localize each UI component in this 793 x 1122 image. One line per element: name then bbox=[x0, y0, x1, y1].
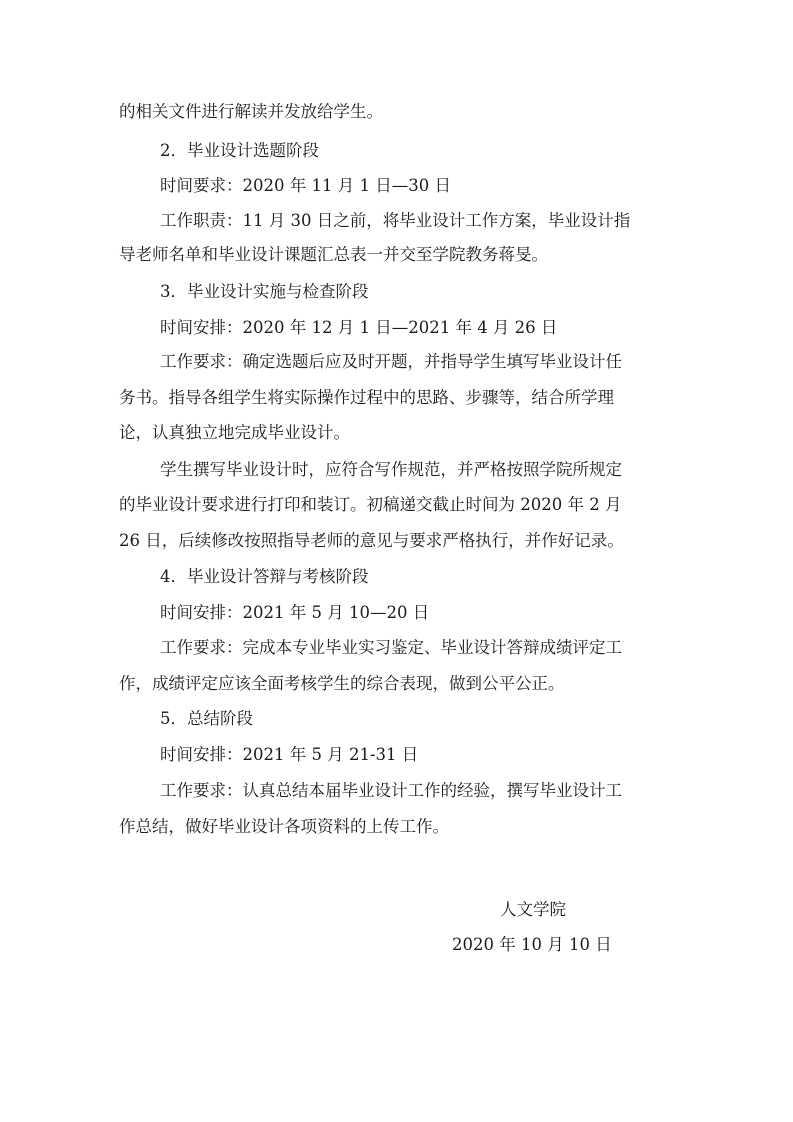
writing-paragraph-line-2: 的毕业设计要求进行打印和装订。初稿递交截止时间为 2020 年 2 月 bbox=[119, 495, 622, 514]
signature-organization: 人文学院 bbox=[500, 900, 566, 919]
time-arrangement-5: 时间安排：2021 年 5 月 21-31 日 bbox=[160, 745, 419, 764]
section-heading-4: 4．毕业设计答辩与考核阶段 bbox=[160, 567, 369, 586]
section-heading-2: 2．毕业设计选题阶段 bbox=[160, 141, 319, 160]
requirement-3-line-1: 工作要求：确定选题后应及时开题，并指导学生填写毕业设计任 bbox=[160, 352, 622, 371]
time-arrangement-3: 时间安排：2020 年 12 月 1 日—2021 年 4 月 26 日 bbox=[160, 318, 558, 337]
requirement-5-line-2: 作总结，做好毕业设计各项资料的上传工作。 bbox=[119, 817, 449, 836]
requirement-3-line-3: 论，认真独立地完成毕业设计。 bbox=[119, 423, 350, 442]
time-arrangement-4: 时间安排：2021 年 5 月 10—20 日 bbox=[160, 603, 430, 622]
duty-line-2: 导老师名单和毕业设计课题汇总表一并交至学院教务蒋旻。 bbox=[119, 245, 548, 264]
writing-paragraph-line-1: 学生撰写毕业设计时，应符合写作规范，并严格按照学院所规定 bbox=[160, 460, 622, 479]
paragraph-continuation: 的相关文件进行解读并发放给学生。 bbox=[119, 102, 383, 121]
requirement-3-line-2: 务书。指导各组学生将实际操作过程中的思路、步骤等，结合所学理 bbox=[119, 388, 614, 407]
requirement-5-line-1: 工作要求：认真总结本届毕业设计工作的经验，撰写毕业设计工 bbox=[160, 781, 622, 800]
requirement-4-line-1: 工作要求：完成本专业毕业实习鉴定、毕业设计答辩成绩评定工 bbox=[160, 638, 622, 657]
duty-line-1: 工作职责：11 月 30 日之前，将毕业设计工作方案，毕业设计指 bbox=[160, 211, 631, 230]
signature-date: 2020 年 10 月 10 日 bbox=[452, 935, 612, 954]
requirement-4-line-2: 作，成绩评定应该全面考核学生的综合表现，做到公平公正。 bbox=[119, 674, 565, 693]
time-requirement-2: 时间要求：2020 年 11 月 1 日—30 日 bbox=[160, 176, 451, 195]
section-heading-5: 5．总结阶段 bbox=[160, 709, 253, 728]
writing-paragraph-line-3: 26 日，后续修改按照指导老师的意见与要求严格执行，并作好记录。 bbox=[119, 531, 624, 550]
section-heading-3: 3．毕业设计实施与检查阶段 bbox=[160, 282, 369, 301]
